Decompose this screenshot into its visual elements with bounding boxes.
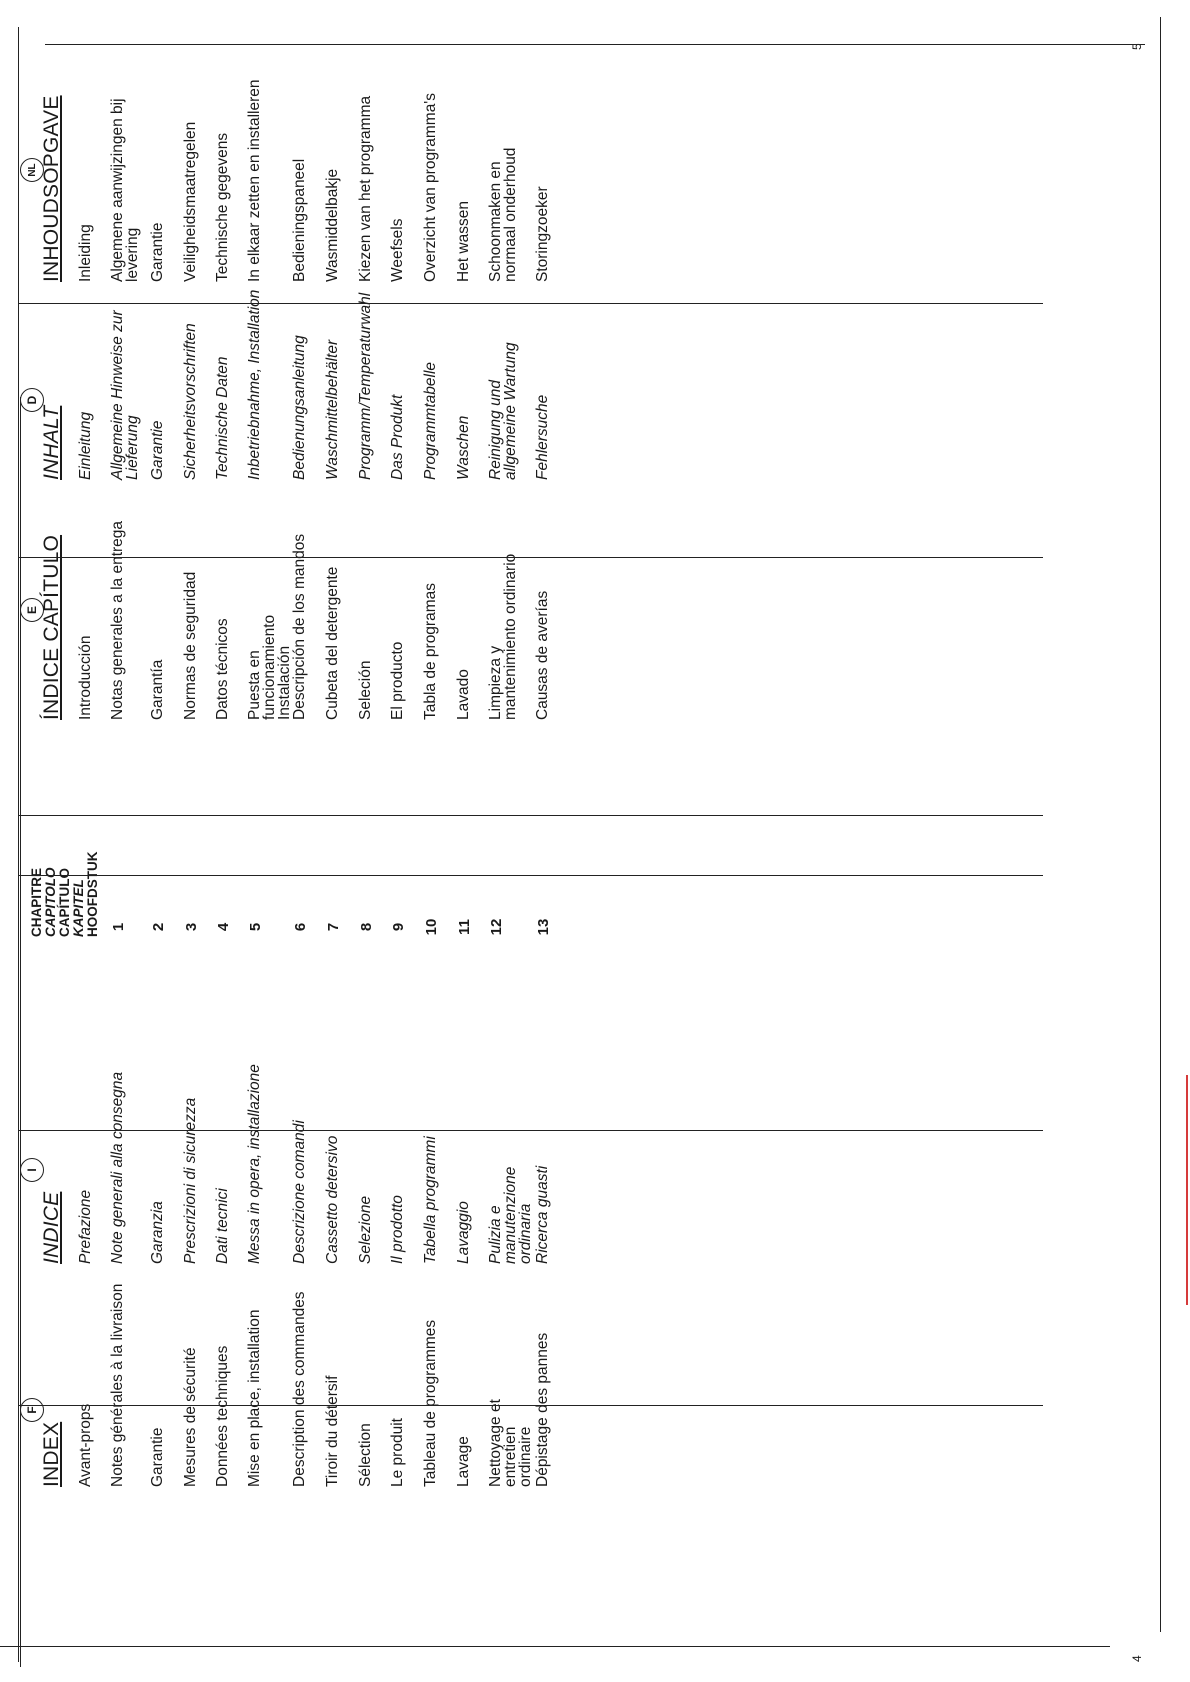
list-item: Veiligheidsmaatregelen (182, 121, 199, 282)
list-item: Selezione (357, 1195, 374, 1264)
list-item: Garantie (149, 222, 166, 282)
list-item: Programmtabelle (422, 361, 439, 480)
list-item: Seleción (357, 660, 374, 720)
list-item: Mise en place, installation (246, 1309, 263, 1487)
chapter-number: 8 (358, 922, 375, 932)
list-item: Waschen (455, 415, 472, 480)
language-badge-es: E (20, 598, 44, 622)
chapter-header-line: HOOFDSTUK (85, 851, 100, 937)
list-item: Garantie (149, 420, 166, 480)
list-item: Données techniques (214, 1345, 231, 1487)
list-item: Datos técnicos (214, 618, 231, 720)
list-item: Lavado (455, 669, 472, 720)
list-item: Notas generales a la entrega (109, 520, 126, 720)
list-item: Wasmiddelbakje (324, 168, 341, 282)
list-item: Cubeta del detergente (324, 566, 341, 720)
rule-f (20, 397, 21, 1667)
margin-mark (1186, 1075, 1188, 1305)
list-item: Bedienungsanleitung (291, 335, 308, 480)
list-item: In elkaar zetten en installeren (246, 79, 263, 282)
language-badge-fr: F (20, 1398, 44, 1422)
list-item: Allgemeine Hinweise zur Lieferung (109, 310, 141, 480)
rule-top (18, 27, 19, 1662)
separator-line (18, 815, 1043, 816)
list-item: Garantía (149, 659, 166, 720)
list-item: Dépistage des pannes (534, 1332, 551, 1487)
list-item: Descripción de los mandos (291, 533, 308, 720)
language-badge-it: I (20, 1158, 44, 1182)
list-item: Dati tecnici (214, 1188, 231, 1264)
list-item: Limpieza y mantenimiento ordinario (487, 553, 519, 720)
chapter-number: 2 (150, 922, 167, 932)
chapter-header (30, 852, 100, 938)
column-title-fr: INDEX (40, 1421, 63, 1487)
list-item: Introducción (77, 635, 94, 720)
list-item: Ricerca guasti (534, 1165, 551, 1264)
list-item: Causas de averías (534, 590, 551, 720)
list-item: Tiroir du détersif (324, 1375, 341, 1487)
list-item: Reinigung und allgemeine Wartung (487, 342, 519, 480)
list-item: Technische gegevens (214, 132, 231, 282)
list-item: Kiezen van het programma (357, 95, 374, 282)
list-item: Algemene aanwijzingen bij levering (109, 98, 141, 282)
chapter-number: 13 (535, 918, 552, 936)
list-item: Tabella programmi (422, 1136, 439, 1264)
list-item: Overzicht van programma's (422, 92, 439, 282)
list-item: Garanzia (149, 1201, 166, 1264)
separator-line (18, 303, 1043, 304)
column-title-it: INDICE (40, 1191, 63, 1264)
chapter-number: 12 (488, 918, 505, 936)
separator-line (18, 875, 1043, 876)
separator-line (18, 557, 1043, 558)
list-item: Het wassen (455, 201, 472, 282)
chapter-header-line: CHAPITRE (29, 867, 44, 937)
list-item: Storingzoeker (534, 186, 551, 282)
list-item: Das Produkt (389, 394, 406, 480)
chapter-header-line: CAPÍTULO (57, 868, 72, 937)
separator-line (45, 44, 1145, 45)
list-item: Mesures de sécurité (182, 1347, 199, 1487)
list-item: El producto (389, 641, 406, 720)
chapter-number: 4 (215, 922, 232, 932)
list-item: Description des commandes (291, 1291, 308, 1487)
list-item: Programm/Temperaturwahl (357, 292, 374, 480)
separator-line (18, 1405, 1043, 1406)
page-number-right: 5 (1130, 43, 1144, 50)
list-item: Fehlersuche (534, 394, 551, 480)
list-item: Lavaggio (455, 1201, 472, 1264)
chapter-number: 6 (292, 922, 309, 932)
chapter-number: 3 (183, 922, 200, 932)
list-item: Le produit (389, 1418, 406, 1487)
list-item: Avant-props (77, 1403, 94, 1487)
list-item: Weefsels (389, 218, 406, 282)
list-item: Sicherheitsvorschriften (182, 323, 199, 480)
list-item: Normas de seguridad (182, 571, 199, 720)
list-item: Bedieningspaneel (291, 158, 308, 282)
list-item: Sélection (357, 1423, 374, 1487)
chapter-number: 5 (247, 922, 264, 932)
page-number-left: 4 (1130, 1655, 1144, 1662)
list-item: Garantie (149, 1427, 166, 1487)
list-item: Il prodotto (389, 1195, 406, 1264)
list-item: Nettoyage et entretien ordinaire (487, 1399, 534, 1487)
list-item: Waschmittelbehälter (324, 339, 341, 480)
list-item: Cassetto detersivo (324, 1135, 341, 1264)
chapter-number: 10 (423, 918, 440, 936)
chapter-number: 1 (110, 922, 127, 932)
list-item: Notes générales à la livraison (109, 1283, 126, 1487)
list-item: Messa in opera, installazione (246, 1064, 263, 1264)
language-badge-de: D (20, 388, 44, 412)
list-item: Tableau de programmes (422, 1319, 439, 1487)
separator-line (0, 1646, 1110, 1647)
list-item: Prescrizioni di sicurezza (182, 1097, 199, 1264)
column-title-es: ÍNDICE CAPÍTULO (40, 534, 63, 720)
chapter-number: 9 (390, 922, 407, 932)
list-item: Puesta en funcionamiento Instalación (246, 614, 293, 720)
list-item: Inleiding (77, 224, 94, 282)
list-item: Pulizia e manutenzione ordinaria (487, 1166, 534, 1264)
list-item: Schoonmaken en normaal onderhoud (487, 147, 519, 282)
chapter-number: 7 (325, 922, 342, 932)
list-item: Lavage (455, 1436, 472, 1487)
column-title-de: INHALT (40, 405, 63, 480)
chapter-header-line: KAPITEL (71, 879, 86, 937)
list-item: Einleitung (77, 411, 94, 480)
language-badge-nl: NL (20, 158, 44, 182)
chapter-number: 11 (456, 919, 473, 935)
list-item: Inbetriebnahme, Installation (246, 289, 263, 480)
chapter-header-line: CAPITOLO (43, 867, 58, 937)
column-title-nl: INHOUDSOPGAVE (40, 95, 63, 282)
list-item: Tabla de programas (422, 583, 439, 720)
list-item: Note generali alla consegna (109, 1071, 126, 1264)
list-item: Descrizione comandi (291, 1120, 308, 1264)
list-item: Technische Daten (214, 356, 231, 480)
separator-line (18, 1130, 1043, 1131)
list-item: Prefazione (77, 1189, 94, 1264)
rule-bottom (1160, 17, 1161, 1632)
